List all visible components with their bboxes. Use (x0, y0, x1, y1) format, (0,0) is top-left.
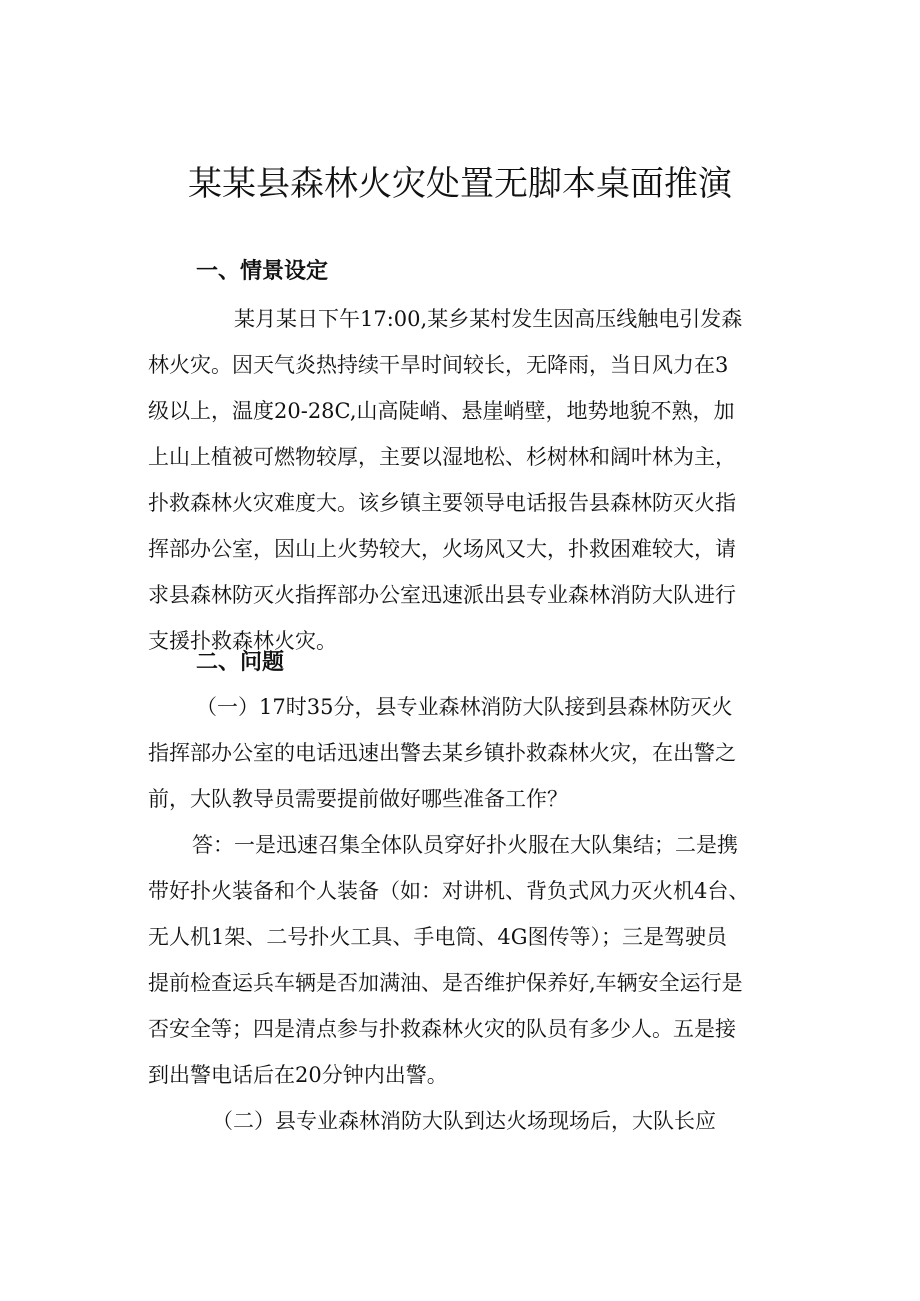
paragraph-line: 级以上，温度20-28C,山高陡峭、悬崖峭壁，地势地貌不熟，加 (148, 399, 735, 423)
answer-line: 带好扑火装备和个人装备（如：对讲机、背负式风力灭火机4台、 (148, 879, 750, 903)
document-title: 某某县森林火灾处置无脚本桌面推演 (188, 164, 732, 204)
section-heading-scenario: 一、情景设定 (196, 259, 329, 284)
paragraph-line: 某月某日下午17:00,某乡某村发生因高压线触电引发森 (234, 307, 743, 331)
section-heading-questions: 二、问题 (196, 650, 285, 675)
paragraph-line: 扑救森林火灾难度大。该乡镇主要领导电话报告县森林防灭火指 (148, 491, 736, 515)
paragraph-line: 上山上植被可燃物较厚，主要以湿地松、杉树林和阔叶林为主， (148, 445, 736, 469)
question-line: （一）17时35分，县专业森林消防大队接到县森林防灭火 (196, 695, 733, 719)
answer-line: 无人机1架、二号扑火工具、手电筒、4G图传等）；三是驾驶员 (148, 925, 727, 949)
question-line: （二）县专业森林消防大队到达火场现场后，大队长应 (212, 1109, 716, 1133)
question-line: 前，大队教导员需要提前做好哪些准备工作？ (148, 787, 568, 811)
paragraph-line: 林火灾。因天气炎热持续干旱时间较长，无降雨，当日风力在3 (148, 353, 729, 377)
answer-line: 答：一是迅速召集全体队员穿好扑火服在大队集结；二是携 (192, 833, 738, 857)
answer-line: 否安全等；四是清点参与扑救森林火灾的队员有多少人。五是接 (148, 1017, 736, 1041)
answer-line: 到出警电话后在20分钟内出警。 (148, 1063, 448, 1087)
paragraph-line: 求县森林防灭火指挥部办公室迅速派出县专业森林消防大队进行 (148, 583, 736, 607)
question-line: 指挥部办公室的电话迅速出警去某乡镇扑救森林火灾，在出警之 (148, 741, 736, 765)
paragraph-line: 支援扑救森林火灾。 (148, 629, 337, 653)
paragraph-line: 挥部办公室，因山上火势较大，火场风又大，扑救困难较大，请 (148, 537, 736, 561)
answer-line: 提前检查运兵车辆是否加满油、是否维护保养好,车辆安全运行是 (148, 971, 743, 995)
